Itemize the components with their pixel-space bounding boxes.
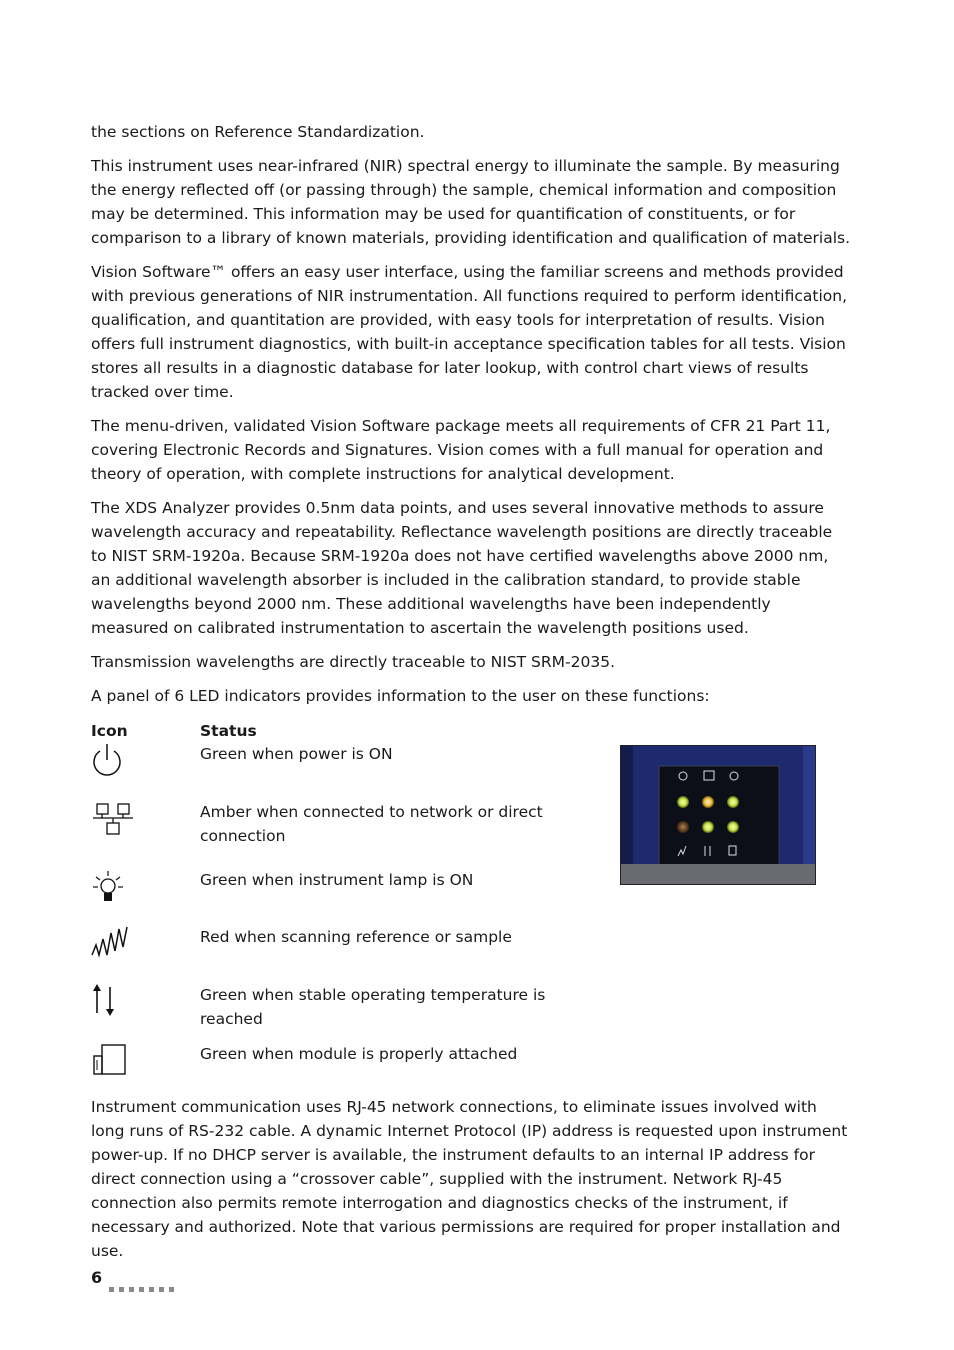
paragraph: Transmission wavelengths are directly traceable to NIST SRM-2035. [91,653,616,671]
status-text: Amber when connected to network or direct connection [200,803,543,845]
paragraph: the sections on Reference Standardization. [91,123,425,141]
status-text: Green when instrument lamp is ON [200,871,474,889]
status-text: Green when stable operating temperature is reached [200,986,546,1028]
network-icon [91,800,135,842]
status-text: Green when power is ON [200,745,393,763]
power-icon [91,742,123,782]
paragraph: Instrument communication uses RJ-45 network connections, to eliminate issues involved with long runs of RS-232 cable. A dynamic Internet Protocol (IP) address is requested upon instrument power-up. If no DHCP server is available, the instrument defaults to an internal IP address for direct connection using a “crossover cable”, supplied with the instrument. Network RJ-45 connection also permits remote interrogation and diagnostics checks of the instrument, if necessary and authorized. Note that various permissions are required for proper installation and use. [91,1098,848,1260]
led-panel-photo [620,745,816,885]
page-dots [109,1277,179,1296]
paragraph: The XDS Analyzer provides 0.5nm data points, and uses several innovative methods to assure wavelength accuracy and repeatability. Reflectance wavelength positions are directly traceable to NIST SRM-1920a. Because SRM-1920a does not have certified wavelengths above 2000 nm, an additional wavelength absorber is included in the calibration standard, to provide stable wavelengths beyond 2000 nm. These additional wavelengths have been independently measured on calibrated instrumentation to ascertain the wavelength positions used. [91,499,833,637]
lamp-icon [91,868,125,910]
body-text [91,120,851,758]
paragraph: Vision Software™ offers an easy user interface, using the familiar screens and methods provided with previous generations of NIR instrumentation. All functions required to perform identification, qualification, and quantitation are provided, with easy tools for interpretation of results. Vision offers full instrument diagnostics, with built-in acceptance specification tables for all tests. Vision stores all results in a diagnostic database for later lookup, with control chart views of results tracked over time. [91,263,848,401]
temperature-icon [91,983,119,1023]
closing-text [91,1095,851,1273]
scan-icon [91,925,129,965]
paragraph: The menu-driven, validated Vision Software package meets all requirements of CFR 21 Part 11, covering Electronic Records and Signatures. Vision comes with a full manual for operation and theory of operation, with complete instructions for analytical development. [91,417,831,483]
paragraph: This instrument uses near-infrared (NIR) spectral energy to illuminate the sample. By measuring the energy reflected off (or passing through) the sample, chemical information and composition may be determined. This information may be used for quantification of constituents, or for comparison to a library of known materials, providing identification and qualification of materials. [91,157,851,247]
paragraph: A panel of 6 LED indicators provides information to the user on these functions: [91,687,710,705]
header-icon-label: Icon [91,722,128,740]
page-number: 6 [91,1268,103,1287]
module-icon [91,1042,129,1082]
header-status-label: Status [200,722,257,740]
status-text: Red when scanning reference or sample [200,928,512,946]
status-text: Green when module is properly attached [200,1045,518,1063]
